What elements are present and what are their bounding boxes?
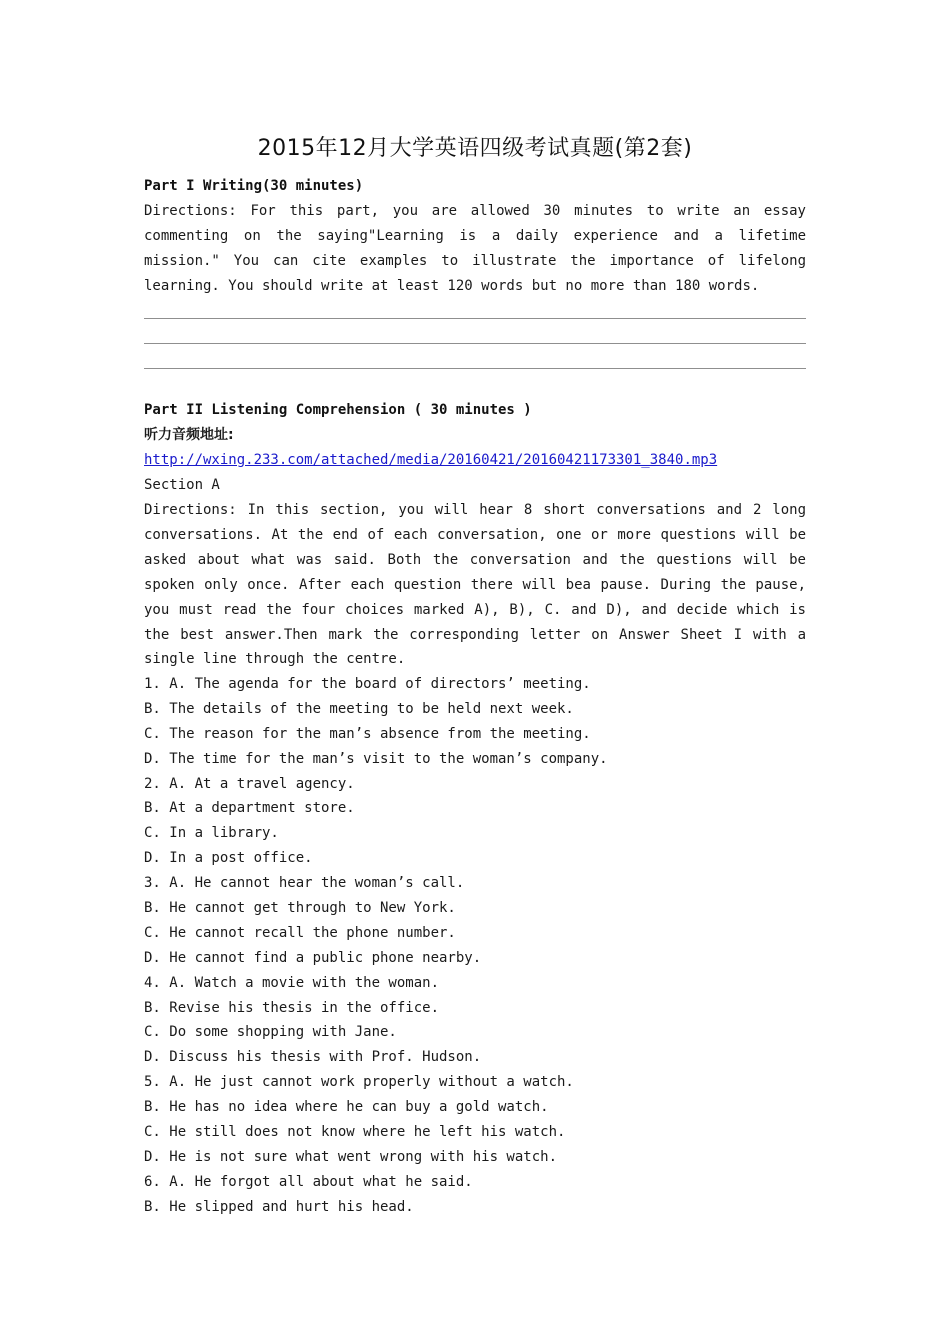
question-item: 4. A. Watch a movie with the woman. [144, 974, 440, 991]
question-item: B. Revise his thesis in the office. [144, 999, 440, 1016]
question-item: 6. A. He forgot all about what he said. [144, 1173, 473, 1190]
part1-heading: Part I Writing(30 minutes) [144, 178, 364, 194]
question-item: C. Do some shopping with Jane. [144, 1024, 397, 1041]
question-item: D. He is not sure what went wrong with his watch. [144, 1148, 558, 1165]
question-item: C. The reason for the man’s absence from the meeting. [144, 725, 591, 742]
answer-line-2 [144, 343, 806, 344]
question-item: D. The time for the man’s visit to the woman’s company. [144, 750, 608, 767]
document-title: 2015年12月大学英语四级考试真题(第2套) [257, 136, 693, 161]
part1-directions: Directions: For this part, you are allowed 30 minutes to write an essay commenting on the saying"Learning is a daily experience and a lifetime mission." You can cite examples to illustrate the importance of lifelong learning. You should write at least 120 words but no more than 180 words. [144, 203, 806, 294]
question-item: 5. A. He just cannot work properly without a watch. [144, 1074, 574, 1091]
question-item: 3. A. He cannot hear the woman’s call. [144, 875, 465, 892]
question-item: D. He cannot find a public phone nearby. [144, 949, 482, 966]
question-item: C. In a library. [144, 825, 279, 842]
question-item: B. He cannot get through to New York. [144, 900, 456, 917]
part2-heading: Part II Listening Comprehension ( 30 minutes ) [144, 402, 532, 418]
answer-line-1 [144, 318, 806, 319]
part2-directions: Directions: In this section, you will hear 8 short conversations and 2 long conversations. At the end of each conversation, one or more questions will be asked about what was said. Both the conversation and the questions will be spoken only once. After each question there will bea pause. During the pause, you must read the four choices marked A), B), C. and D), and decide which is the best answer.Then mark the corresponding letter on Answer Sheet I with a single line through the centre. [144, 502, 806, 668]
question-item: D. In a post office. [144, 850, 313, 867]
audio-label: 听力音频地址: [144, 427, 234, 443]
question-item: 2. A. At a travel agency. [144, 775, 355, 792]
answer-line-3 [144, 368, 806, 369]
question-item: B. The details of the meeting to be held next week. [144, 700, 574, 717]
section-label: Section A [144, 477, 220, 493]
question-item: D. Discuss his thesis with Prof. Hudson. [144, 1049, 482, 1066]
question-item: C. He cannot recall the phone number. [144, 924, 456, 941]
question-item: B. He has no idea where he can buy a gold watch. [144, 1099, 549, 1116]
question-item: B. He slipped and hurt his head. [144, 1198, 414, 1215]
question-item: C. He still does not know where he left his watch. [144, 1124, 566, 1141]
question-item: B. At a department store. [144, 800, 355, 817]
question-list [144, 672, 806, 1220]
question-item: 1. A. The agenda for the board of directors’ meeting. [144, 676, 591, 692]
audio-url-link[interactable]: http://wxing.233.com/attached/media/20160421/20160421173301_3840.mp3 [144, 452, 718, 468]
